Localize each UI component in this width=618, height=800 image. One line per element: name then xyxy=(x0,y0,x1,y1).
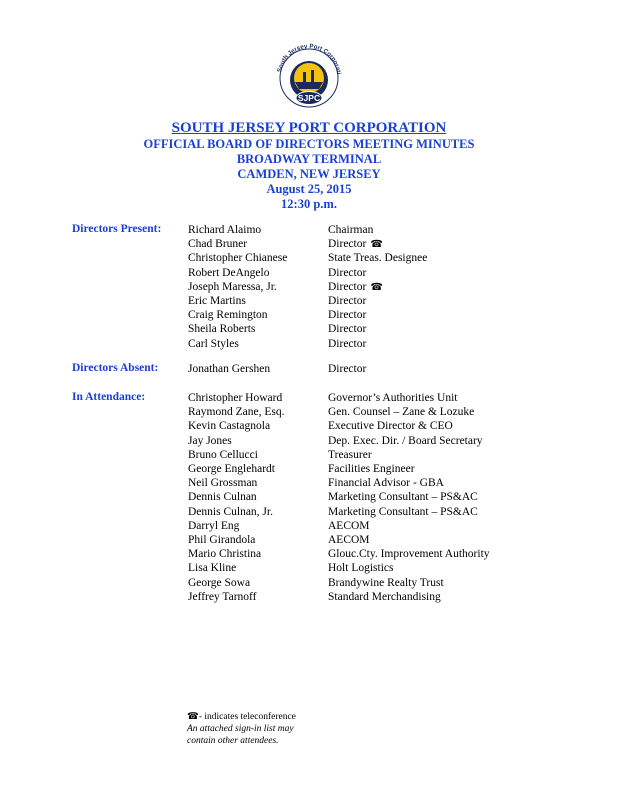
sjpc-logo-graphic xyxy=(264,38,354,108)
org-title: SOUTH JERSEY PORT CORPORATION xyxy=(171,120,447,136)
person-title xyxy=(328,547,490,561)
person-title-text: Director xyxy=(328,309,367,322)
meeting-city: CAMDEN, NEW JERSEY xyxy=(237,167,381,181)
meeting-time: 12:30 p.m. xyxy=(281,197,337,211)
person-name: Eric Martins xyxy=(188,295,246,307)
logo-arc-text: South Jersey Port Corporati xyxy=(276,42,342,75)
person-name: Sheila Roberts xyxy=(188,323,256,336)
person-title-text: Brandywine Realty Trust xyxy=(328,576,444,589)
person-title xyxy=(328,266,366,280)
person-name: Craig Remington xyxy=(188,309,268,322)
person-title xyxy=(328,280,383,295)
logo-badge-text: SJPC xyxy=(297,93,321,103)
person-title-text: Marketing Consultant – PS&AC xyxy=(328,505,478,518)
person-name: Chad Bruner xyxy=(188,238,248,251)
person-title xyxy=(328,337,366,351)
person-name: George Englehardt xyxy=(188,463,275,475)
person-title xyxy=(328,533,370,547)
person-name: Darryl Eng xyxy=(188,519,240,532)
person-name: Jeffrey Tarnoff xyxy=(188,590,257,603)
person-title-text: Director xyxy=(328,337,367,350)
person-title-text: Standard Merchandising xyxy=(328,590,441,603)
person-title-text: Dep. Exec. Dir. / Board Secretary xyxy=(328,434,483,447)
person-title xyxy=(328,405,474,419)
person-name: Dennis Culnan xyxy=(188,491,257,504)
person-name: Bruno Cellucci xyxy=(188,448,258,461)
person-name: Carl Styles xyxy=(188,337,239,350)
person-name: Phil Girandola xyxy=(188,534,256,546)
person-title-text: Director xyxy=(328,363,367,375)
person-title xyxy=(328,590,441,604)
person-title-text: State Treas. Designee xyxy=(328,252,428,265)
person-title xyxy=(328,434,483,448)
person-title xyxy=(328,251,427,265)
directors-absent-label: Directors Absent: xyxy=(72,362,159,374)
in-attendance-label: In Attendance: xyxy=(72,391,146,403)
footnote xyxy=(187,711,322,747)
person-title xyxy=(328,576,444,590)
person-name: Raymond Zane, Esq. xyxy=(188,406,285,419)
person-name: Mario Christina xyxy=(188,548,262,561)
phone-icon: ☎ xyxy=(370,239,383,251)
person-title xyxy=(328,237,383,252)
person-name: Robert DeAngelo xyxy=(188,266,270,279)
footnote-note: An attached sign-in list may contain other attendees. xyxy=(187,724,294,746)
person-name: Dennis Culnan, Jr. xyxy=(188,505,273,518)
person-name: Joseph Maressa, Jr. xyxy=(188,280,277,293)
person-title xyxy=(328,308,366,322)
phone-icon: ☎ xyxy=(187,712,199,722)
person-name: Jonathan Gershen xyxy=(188,363,271,375)
document-header xyxy=(0,120,618,212)
person-title xyxy=(328,391,457,405)
footnote-legend: - indicates teleconference xyxy=(198,712,296,722)
person-title xyxy=(328,362,366,376)
person-title-text: Director xyxy=(328,280,367,293)
person-title-text: Gen. Counsel – Zane & Lozuke xyxy=(328,406,475,419)
person-title-text: AECOM xyxy=(328,519,370,532)
person-title-text: Director xyxy=(328,266,367,279)
person-title-text: Director xyxy=(328,323,367,336)
person-title xyxy=(328,561,394,575)
person-name: George Sowa xyxy=(188,576,251,589)
person-title xyxy=(328,223,373,237)
person-title-text: AECOM xyxy=(328,534,370,546)
person-name: Jay Jones xyxy=(188,434,232,447)
person-title xyxy=(328,419,453,433)
person-title xyxy=(328,505,478,519)
person-title-text: Facilities Engineer xyxy=(328,463,415,475)
person-title xyxy=(328,519,370,533)
person-title-text: Holt Logistics xyxy=(328,562,394,575)
person-name: Christopher Chianese xyxy=(188,252,288,265)
meeting-date: August 25, 2015 xyxy=(266,182,352,196)
meeting-subtitle: OFFICIAL BOARD OF DIRECTORS MEETING MINUTES xyxy=(143,137,475,151)
person-name: Neil Grossman xyxy=(188,477,258,490)
person-title-text: Executive Director & CEO xyxy=(328,420,453,433)
person-name: Kevin Castagnola xyxy=(188,420,271,433)
person-title-text: Governor’s Authorities Unit xyxy=(328,392,458,404)
person-title xyxy=(328,490,478,504)
person-title-text: Marketing Consultant – PS&AC xyxy=(328,491,478,504)
person-title-text: Glouc.Cty. Improvement Authority xyxy=(328,548,490,561)
person-title-text: Chairman xyxy=(328,224,374,236)
person-title-text: Director xyxy=(328,295,367,307)
person-title xyxy=(328,476,444,490)
directors-present-label: Directors Present: xyxy=(72,223,162,235)
person-title-text: Director xyxy=(328,238,367,251)
person-title xyxy=(328,462,415,476)
person-name: Lisa Kline xyxy=(188,562,237,575)
person-title xyxy=(328,294,366,308)
phone-icon: ☎ xyxy=(370,281,383,293)
person-title-text: Treasurer xyxy=(328,448,372,461)
person-title xyxy=(328,448,372,462)
sjpc-logo xyxy=(264,38,354,108)
person-name: Richard Alaimo xyxy=(188,224,262,236)
person-title xyxy=(328,322,366,336)
person-name: Christopher Howard xyxy=(188,392,283,404)
meeting-terminal: BROADWAY TERMINAL xyxy=(236,152,382,166)
person-title-text: Financial Advisor - GBA xyxy=(328,477,444,490)
